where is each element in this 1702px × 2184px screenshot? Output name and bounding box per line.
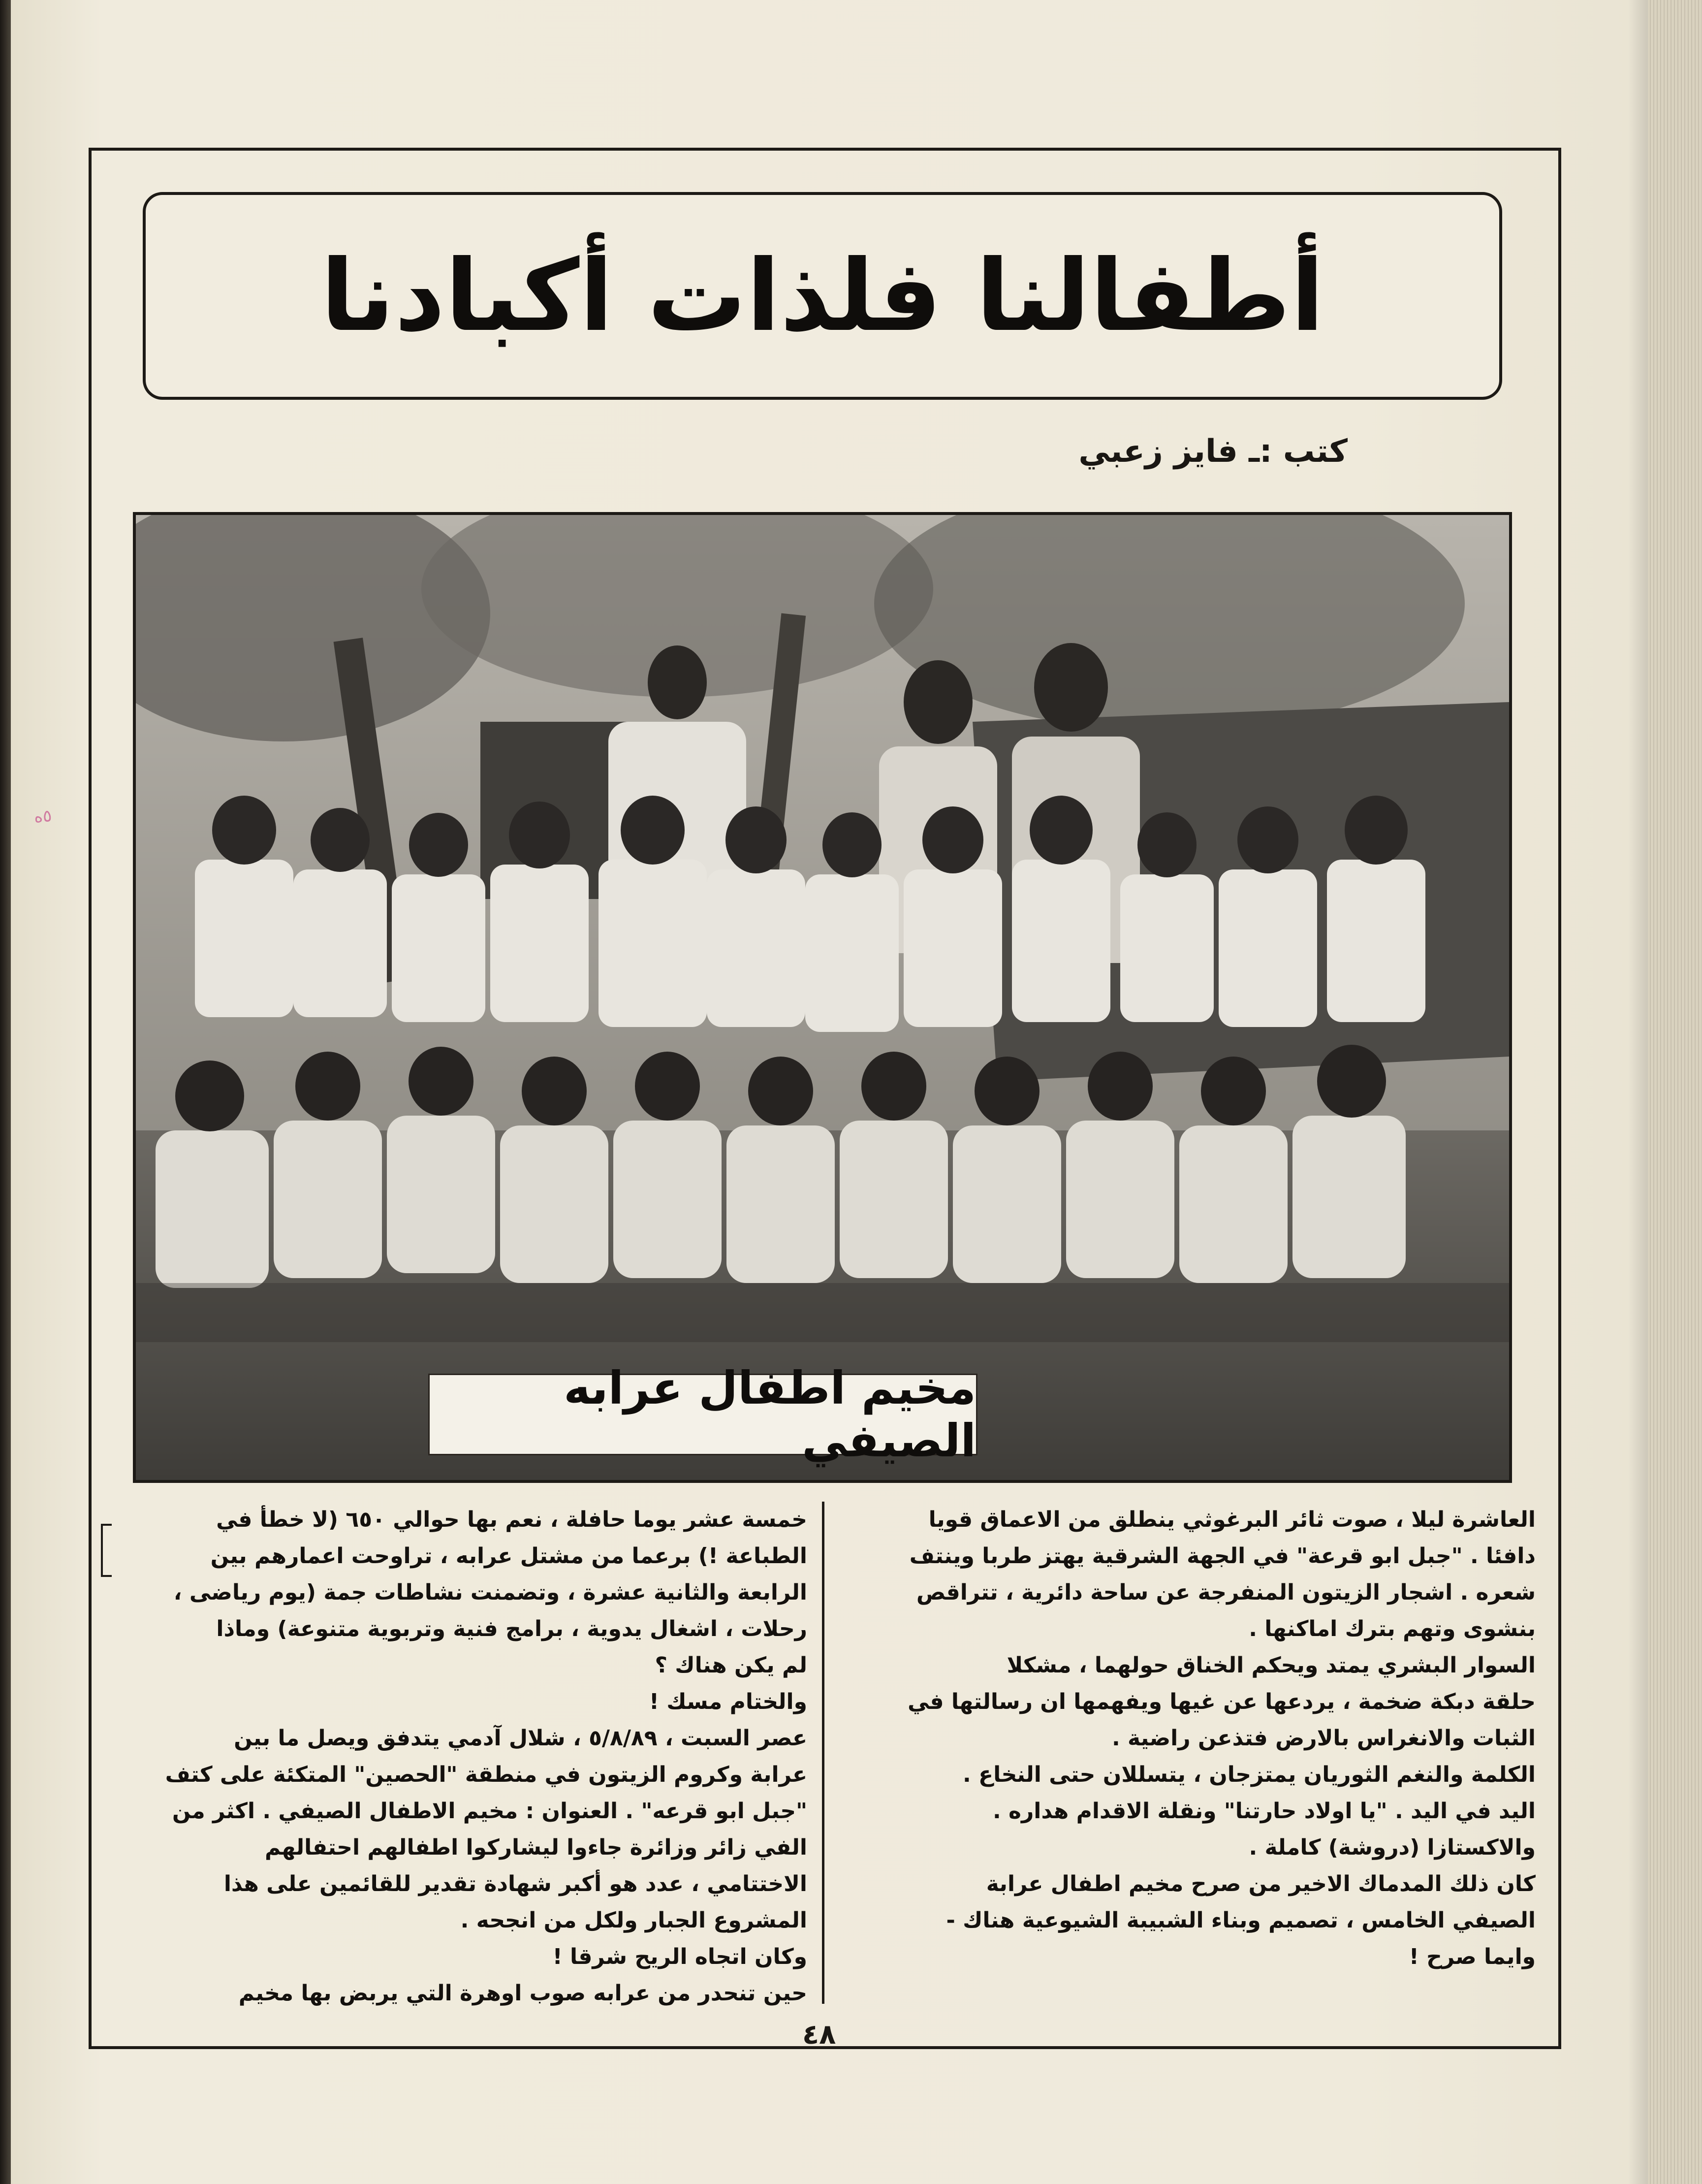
text-line: حلقة دبكة ضخمة ، يردعها عن غيها ويفهمها ان رسالتها في xyxy=(908,1689,1536,1714)
text-line: "جبل ابو قرعه" . العنوان : مخيم الاطفال الصيفي . اكثر من xyxy=(172,1799,807,1824)
text-line: وكان اتجاه الريح شرقا ! xyxy=(552,1944,807,1969)
article-title: أطفالنا فلذات أكبادنا xyxy=(320,238,1324,353)
text-line: المشروع الجبار ولكل من انجحه . xyxy=(460,1908,807,1933)
text-line: لم يكن هناك ؟ xyxy=(655,1653,807,1678)
article-column-left xyxy=(113,1502,807,2009)
text-line: خمسة عشر يوما حافلة ، نعم بها حوالي ٦٥٠ (لا خطأ في xyxy=(216,1507,807,1532)
text-line: الفي زائر وزائرة جاءوا ليشاركوا اطفالهم احتفالهم xyxy=(265,1835,807,1860)
photo-caption-text: مخيم اطفال عرابه الصيفي xyxy=(564,1362,976,1467)
text-line: الطباعة !) برعما من مشتل عرابه ، تراوحت اعمارهم بين xyxy=(210,1543,807,1569)
text-line: شعره . اشجار الزيتون المنفرجة عن ساحة دائرية ، تتراقص xyxy=(916,1580,1536,1605)
text-line: والاكستازا (دروشة) كاملة . xyxy=(1249,1835,1536,1860)
text-line: الكلمة والنغم الثوريان يمتزجان ، يتسللان حتى النخاع . xyxy=(962,1762,1536,1787)
text-line: رحلات ، اشغال يدوية ، برامج فنية وتربوية متنوعة) وماذا xyxy=(216,1616,807,1641)
article-column-right xyxy=(847,1502,1536,2009)
page-stack-shadow xyxy=(1628,0,1648,2184)
text-line: عرابة وكروم الزيتون في منطقة "الحصين" المتكئة على كتف xyxy=(165,1762,807,1787)
photo-caption xyxy=(428,1362,977,1467)
page-number: ٤٨ xyxy=(802,2019,836,2051)
text-line: الرابعة والثانية عشرة ، وتضمنت نشاطات جمة (يوم رياضى ، xyxy=(173,1580,807,1605)
text-line: دافئا . "جبل ابو قرعة" في الجهة الشرقية يهتز طربا وينتف xyxy=(909,1543,1536,1569)
text-line: بنشوى وتهم بترك اماكنها . xyxy=(1249,1616,1536,1641)
left-column-bracket xyxy=(101,1524,112,1577)
title-box xyxy=(143,192,1502,400)
text-line: وايما صرح ! xyxy=(1409,1944,1536,1969)
photo-illustration xyxy=(136,515,1509,1480)
text-line: كان ذلك المدماك الاخير من صرح مخيم اطفال عرابة xyxy=(986,1871,1536,1896)
text-line: والختام مسك ! xyxy=(649,1689,807,1714)
group-photo xyxy=(133,512,1512,1483)
page-stack-edge xyxy=(1648,0,1702,2184)
article-byline: كتب :ـ فايز زعبي xyxy=(1078,433,1348,470)
margin-note: ٥ه xyxy=(33,806,53,827)
text-line: عصر السبت ، ٥/٨/٨٩ ، شلال آدمي يتدفق ويصل ما بين xyxy=(234,1726,807,1751)
text-line: الاختتامي ، عدد هو أكبر شهادة تقدير للقائمين على هذا xyxy=(223,1871,807,1896)
column-divider xyxy=(822,1502,824,2004)
text-line: اليد في اليد . "يا اولاد حارتنا" ونقلة الاقدام هداره . xyxy=(992,1799,1536,1824)
text-line: العاشرة ليلا ، صوت ثائر البرغوثي ينطلق من الاعماق قويا xyxy=(928,1507,1536,1532)
text-line: الثبات والانغراس بالارض فتذعن راضية . xyxy=(1111,1726,1536,1751)
text-line: حين تنحدر من عرابه صوب اوهرة التي يربض بها مخيم xyxy=(238,1981,807,2006)
text-line: الصيفي الخامس ، تصميم وبناء الشبيبة الشيوعية هناك - xyxy=(946,1908,1536,1933)
text-line: السوار البشري يمتد ويحكم الخناق حولهما ، مشكلا xyxy=(1007,1653,1536,1678)
book-spine-edge xyxy=(0,0,11,2184)
